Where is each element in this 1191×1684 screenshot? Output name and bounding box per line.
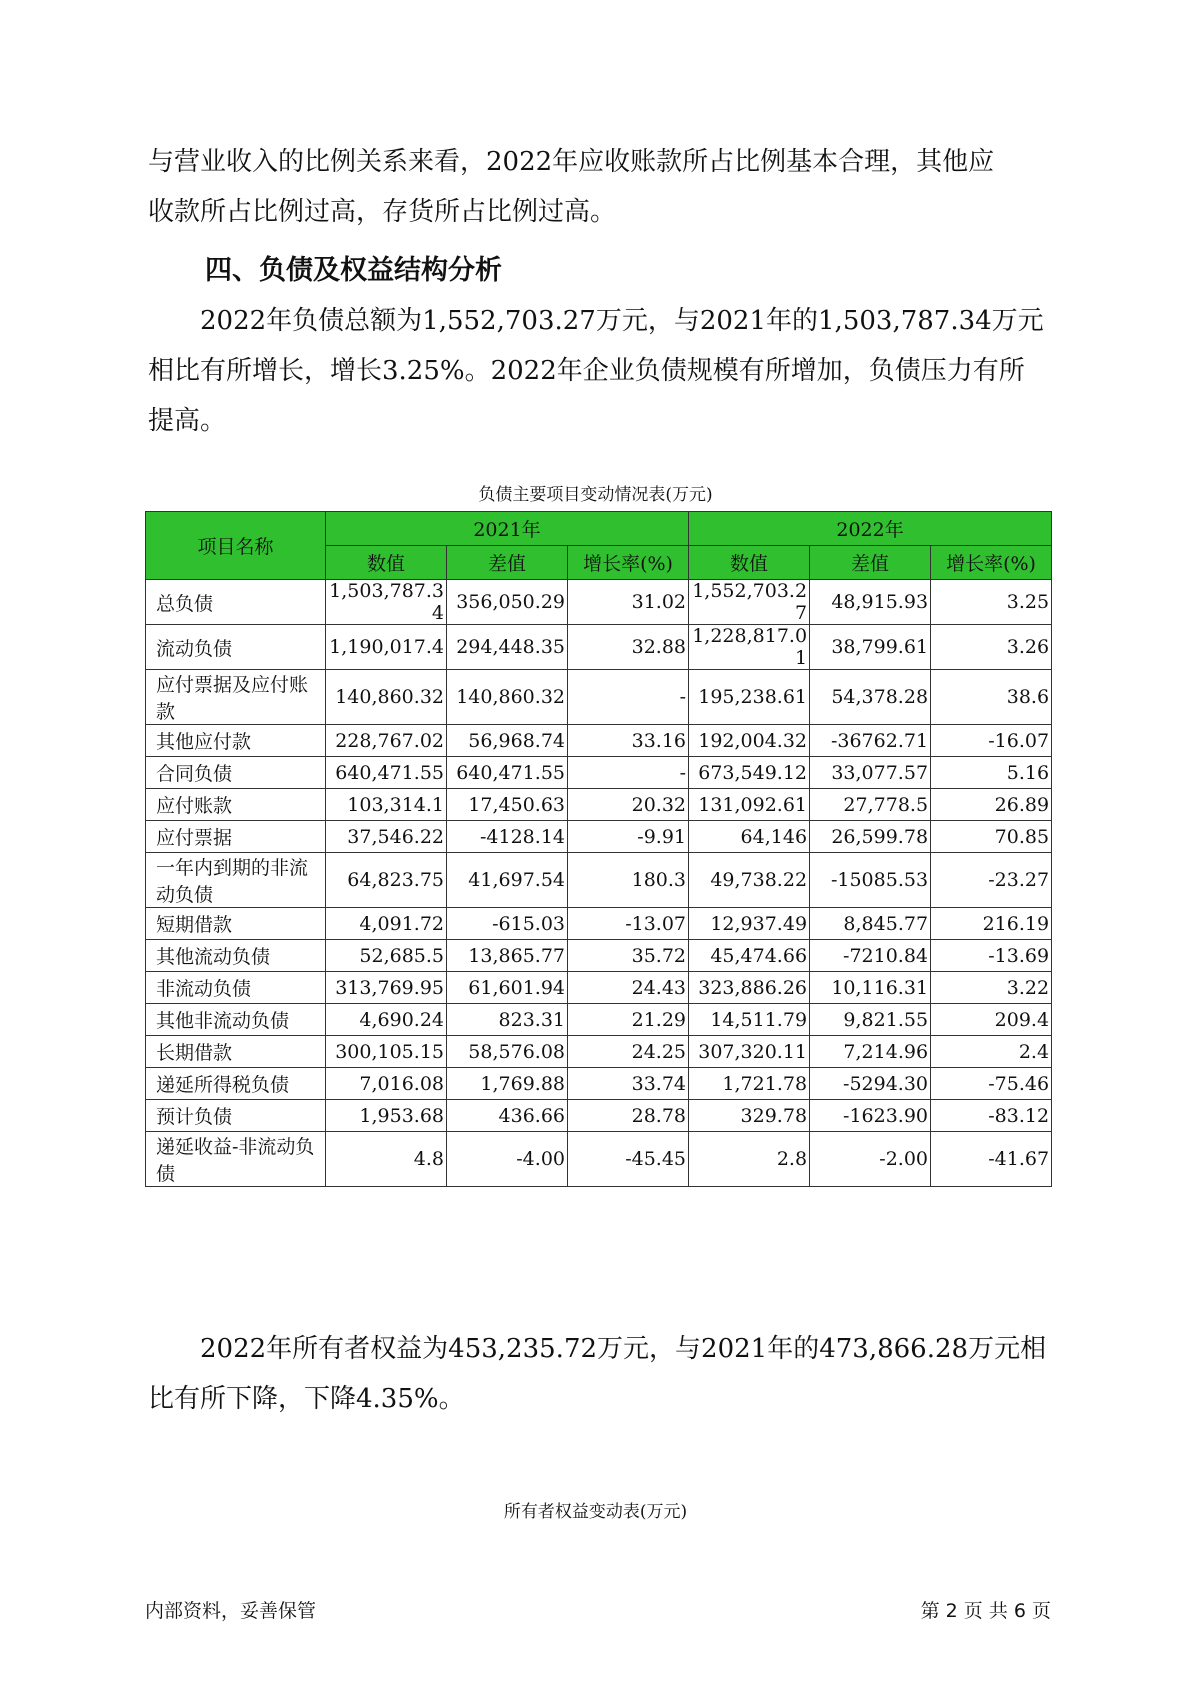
table-row — [146, 580, 1052, 625]
row-item-name: 非流动负债 — [146, 972, 326, 1004]
intro-line-2: 收款所占比例过高，存货所占比例过高。 — [148, 197, 617, 227]
row-cell-v2: 2.8 — [689, 1132, 810, 1187]
row-cell-d2: 26,599.78 — [810, 821, 931, 853]
row-cell-d2: 8,845.77 — [810, 908, 931, 940]
row-cell-g1: -9.91 — [568, 821, 689, 853]
row-cell-v1: 64,823.75 — [326, 853, 447, 908]
row-cell-d1: 56,968.74 — [447, 725, 568, 757]
table-row — [146, 670, 1052, 725]
row-cell-v2: 64,146 — [689, 821, 810, 853]
header-year-2022: 2022年 — [689, 512, 1052, 546]
row-item-name: 应付账款 — [146, 789, 326, 821]
table-row — [146, 972, 1052, 1004]
row-cell-d2: -5294.30 — [810, 1068, 931, 1100]
row-cell-g2: -83.12 — [931, 1100, 1052, 1132]
row-cell-v2: 45,474.66 — [689, 940, 810, 972]
row-cell-g1: 21.29 — [568, 1004, 689, 1036]
row-cell-g1: 24.25 — [568, 1036, 689, 1068]
header-diff-2021: 差值 — [447, 546, 568, 580]
table-row — [146, 1132, 1052, 1187]
row-cell-g1: 35.72 — [568, 940, 689, 972]
footer-page-number: 第 2 页 共 6 页 — [920, 1600, 1051, 1622]
row-cell-g2: 216.19 — [931, 908, 1052, 940]
liability-table-body — [146, 580, 1052, 1187]
row-cell-g2: -75.46 — [931, 1068, 1052, 1100]
row-item-name: 一年内到期的非流动负债 — [146, 853, 326, 908]
row-cell-d1: -4.00 — [447, 1132, 568, 1187]
liability-table — [145, 511, 1052, 1187]
row-cell-d1: 140,860.32 — [447, 670, 568, 725]
row-cell-d1: 41,697.54 — [447, 853, 568, 908]
row-cell-v2: 1,228,817.01 — [689, 625, 810, 670]
row-cell-g1: 28.78 — [568, 1100, 689, 1132]
header-value-2022: 数值 — [689, 546, 810, 580]
row-cell-v1: 52,685.5 — [326, 940, 447, 972]
row-cell-v1: 1,190,017.4 — [326, 625, 447, 670]
liability-paragraph — [148, 296, 1048, 446]
row-item-name: 预计负债 — [146, 1100, 326, 1132]
header-diff-2022: 差值 — [810, 546, 931, 580]
row-item-name: 总负债 — [146, 580, 326, 625]
row-cell-g2: 3.26 — [931, 625, 1052, 670]
table-row — [146, 789, 1052, 821]
intro-line-1: 与营业收入的比例关系来看，2022年应收账款所占比例基本合理，其他应 — [148, 147, 995, 177]
row-cell-v1: 140,860.32 — [326, 670, 447, 725]
row-cell-v1: 1,953.68 — [326, 1100, 447, 1132]
row-item-name: 短期借款 — [146, 908, 326, 940]
table-row — [146, 1100, 1052, 1132]
row-cell-d1: 294,448.35 — [447, 625, 568, 670]
row-cell-g2: -41.67 — [931, 1132, 1052, 1187]
row-cell-v1: 640,471.55 — [326, 757, 447, 789]
equity-line-2: 比有所下降，下降4.35%。 — [148, 1384, 465, 1414]
row-cell-d1: 436.66 — [447, 1100, 568, 1132]
row-item-name: 应付票据 — [146, 821, 326, 853]
row-cell-v2: 329.78 — [689, 1100, 810, 1132]
row-item-name: 其他应付款 — [146, 725, 326, 757]
row-cell-d2: -2.00 — [810, 1132, 931, 1187]
row-cell-d1: 823.31 — [447, 1004, 568, 1036]
table-row — [146, 725, 1052, 757]
row-cell-v1: 4,091.72 — [326, 908, 447, 940]
row-cell-v2: 49,738.22 — [689, 853, 810, 908]
row-cell-g2: 26.89 — [931, 789, 1052, 821]
row-cell-g2: 5.16 — [931, 757, 1052, 789]
table-row — [146, 625, 1052, 670]
table-row — [146, 940, 1052, 972]
row-cell-g1: 33.74 — [568, 1068, 689, 1100]
row-cell-d2: -7210.84 — [810, 940, 931, 972]
header-value-2021: 数值 — [326, 546, 447, 580]
row-cell-g1: 24.43 — [568, 972, 689, 1004]
row-cell-d1: 640,471.55 — [447, 757, 568, 789]
row-cell-v2: 1,721.78 — [689, 1068, 810, 1100]
header-item-name: 项目名称 — [146, 512, 326, 580]
table-row — [146, 1068, 1052, 1100]
row-cell-d2: 27,778.5 — [810, 789, 931, 821]
row-cell-d2: 10,116.31 — [810, 972, 931, 1004]
footer-confidential-note: 内部资料，妥善保管 — [145, 1600, 317, 1622]
row-cell-g2: -23.27 — [931, 853, 1052, 908]
row-cell-v1: 228,767.02 — [326, 725, 447, 757]
row-cell-d2: 9,821.55 — [810, 1004, 931, 1036]
row-cell-d1: -615.03 — [447, 908, 568, 940]
row-item-name: 递延收益-非流动负债 — [146, 1132, 326, 1187]
row-cell-v1: 4,690.24 — [326, 1004, 447, 1036]
equity-paragraph — [148, 1324, 1048, 1424]
row-cell-g1: -45.45 — [568, 1132, 689, 1187]
row-cell-g1: 33.16 — [568, 725, 689, 757]
row-cell-d2: -1623.90 — [810, 1100, 931, 1132]
header-year-2021: 2021年 — [326, 512, 689, 546]
row-cell-g1: 20.32 — [568, 789, 689, 821]
row-cell-v1: 313,769.95 — [326, 972, 447, 1004]
row-item-name: 应付票据及应付账款 — [146, 670, 326, 725]
row-cell-d2: 48,915.93 — [810, 580, 931, 625]
intro-paragraph — [148, 137, 1048, 237]
liability-line-1: 2022年负债总额为1,552,703.27万元，与2021年的1,503,787.34万元 — [200, 306, 1044, 336]
liability-line-3: 提高。 — [148, 406, 227, 436]
row-cell-v1: 4.8 — [326, 1132, 447, 1187]
row-cell-v1: 37,546.22 — [326, 821, 447, 853]
row-cell-g1: 31.02 — [568, 580, 689, 625]
row-cell-g1: 180.3 — [568, 853, 689, 908]
liability-line-2: 相比有所增长，增长3.25%。2022年企业负债规模有所增加，负债压力有所 — [148, 356, 1025, 386]
row-cell-d1: 61,601.94 — [447, 972, 568, 1004]
table-row — [146, 853, 1052, 908]
row-cell-g1: - — [568, 757, 689, 789]
row-cell-v1: 300,105.15 — [326, 1036, 447, 1068]
row-cell-d2: 33,077.57 — [810, 757, 931, 789]
table-row — [146, 1036, 1052, 1068]
row-cell-v2: 195,238.61 — [689, 670, 810, 725]
row-item-name: 其他非流动负债 — [146, 1004, 326, 1036]
row-cell-v2: 192,004.32 — [689, 725, 810, 757]
row-cell-v1: 1,503,787.34 — [326, 580, 447, 625]
row-cell-v2: 131,092.61 — [689, 789, 810, 821]
row-cell-v2: 323,886.26 — [689, 972, 810, 1004]
row-cell-v2: 1,552,703.27 — [689, 580, 810, 625]
row-cell-d1: 1,769.88 — [447, 1068, 568, 1100]
table-caption: 负债主要项目变动情况表(万元) — [478, 485, 713, 505]
row-cell-d2: 7,214.96 — [810, 1036, 931, 1068]
row-cell-v2: 307,320.11 — [689, 1036, 810, 1068]
row-cell-v2: 673,549.12 — [689, 757, 810, 789]
row-cell-d1: -4128.14 — [447, 821, 568, 853]
row-cell-v1: 7,016.08 — [326, 1068, 447, 1100]
row-cell-d2: 54,378.28 — [810, 670, 931, 725]
table-row — [146, 821, 1052, 853]
row-cell-d2: 38,799.61 — [810, 625, 931, 670]
row-cell-g1: 32.88 — [568, 625, 689, 670]
row-cell-d1: 356,050.29 — [447, 580, 568, 625]
row-cell-g2: 3.22 — [931, 972, 1052, 1004]
row-cell-d1: 13,865.77 — [447, 940, 568, 972]
row-item-name: 其他流动负债 — [146, 940, 326, 972]
table-row — [146, 908, 1052, 940]
row-cell-d1: 58,576.08 — [447, 1036, 568, 1068]
row-cell-d2: -15085.53 — [810, 853, 931, 908]
row-cell-g2: 2.4 — [931, 1036, 1052, 1068]
row-cell-g2: -13.69 — [931, 940, 1052, 972]
row-cell-g2: -16.07 — [931, 725, 1052, 757]
row-cell-v1: 103,314.1 — [326, 789, 447, 821]
row-item-name: 长期借款 — [146, 1036, 326, 1068]
row-item-name: 递延所得税负债 — [146, 1068, 326, 1100]
row-cell-g2: 209.4 — [931, 1004, 1052, 1036]
equity-table-caption: 所有者权益变动表(万元) — [503, 1502, 688, 1522]
row-item-name: 合同负债 — [146, 757, 326, 789]
header-growth-2021: 增长率(%) — [568, 546, 689, 580]
row-cell-g2: 3.25 — [931, 580, 1052, 625]
row-item-name: 流动负债 — [146, 625, 326, 670]
row-cell-g1: - — [568, 670, 689, 725]
table-row — [146, 757, 1052, 789]
section-heading: 四、负债及权益结构分析 — [205, 255, 502, 286]
table-row — [146, 1004, 1052, 1036]
row-cell-g2: 70.85 — [931, 821, 1052, 853]
row-cell-d1: 17,450.63 — [447, 789, 568, 821]
row-cell-v2: 12,937.49 — [689, 908, 810, 940]
row-cell-d2: -36762.71 — [810, 725, 931, 757]
header-growth-2022: 增长率(%) — [931, 546, 1052, 580]
equity-line-1: 2022年所有者权益为453,235.72万元，与2021年的473,866.28万元相 — [200, 1334, 1047, 1364]
row-cell-g2: 38.6 — [931, 670, 1052, 725]
row-cell-g1: -13.07 — [568, 908, 689, 940]
row-cell-v2: 14,511.79 — [689, 1004, 810, 1036]
